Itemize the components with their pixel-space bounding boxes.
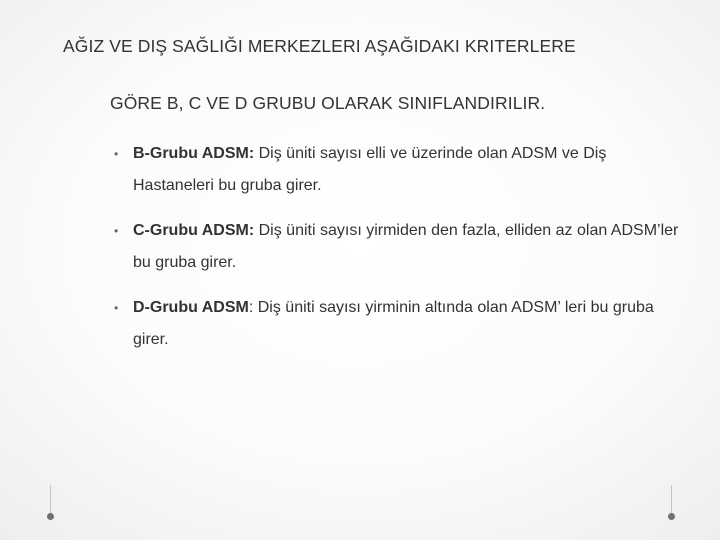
bullet-marker: • — [114, 147, 119, 161]
slide-title-line-1: AĞIZ VE DIŞ SAĞLIĞI MERKEZLERI AŞAĞIDAKI KRITERLERE — [63, 36, 576, 56]
bullet-term: D-Grubu ADSM — [133, 299, 249, 316]
bullet-item-d-group — [110, 292, 690, 356]
bullet-text: Diş üniti sayısı yirmiden den fazla, elliden az olan ADSM’ler bu gruba girer. — [133, 222, 679, 271]
slide-title-line-2: GÖRE B, C VE D GRUBU OLARAK SINIFLANDIRILIR. — [110, 93, 546, 113]
bullet-item-b-group — [110, 138, 690, 202]
bullet-term: B-Grubu ADSM: — [133, 145, 255, 162]
bullet-item-c-group — [110, 215, 690, 279]
bullet-marker: • — [114, 301, 119, 315]
decorative-dot-right-icon — [668, 513, 675, 520]
bullet-list — [110, 138, 690, 369]
bullet-marker: • — [114, 224, 119, 238]
bullet-text: : Diş üniti sayısı yirminin altında olan ADSM’ leri bu gruba girer. — [133, 299, 654, 348]
bullet-term: C-Grubu ADSM: — [133, 222, 255, 239]
bullet-text: Diş üniti sayısı elli ve üzerinde olan ADSM ve Diş Hastaneleri bu gruba girer. — [133, 145, 607, 194]
decorative-dot-left-icon — [47, 513, 54, 520]
